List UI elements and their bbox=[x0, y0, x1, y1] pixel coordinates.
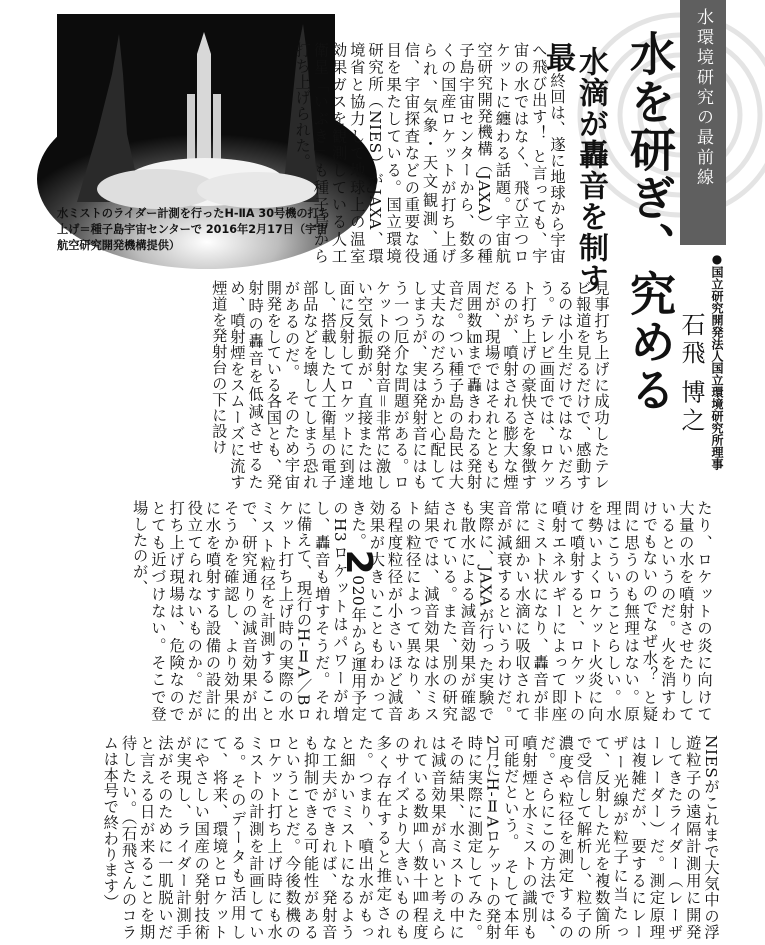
section-number: 2 bbox=[338, 549, 380, 576]
article-column-3 bbox=[28, 500, 713, 722]
paragraph-text: 020年から運用予定のH3ロケットはパワーが増し、轟音も増すそうだ。それに備えて、現行のH-ⅡA／Bロケット打ち上げ時の実際の水ミスト粒径を計測することで、研究通りの減音効果が出そうかを確認し、より効果的に水を噴射する設備の設計に役立てられないものか。だが打ち上げ現場は、危険なのでとても近づけない。そこで登場したのが、 bbox=[130, 500, 368, 723]
author-affiliation: ●国立研究開発法人国立環境研究所理事 bbox=[710, 252, 724, 470]
paragraph-text: NIESがこれまで大気中の浮遊粒子の遠隔計測用に開発してきたライダー（レーザーレーダー）だ。測定原理は複雑だが、要するにレーザー光線が粒子に当たって、反射した光を複数箇所で受信して解析し、粒子の濃度や粒径を測定するのだ。さらにこの方法では、噴射煙と水ミストの識別も可能だという。 そして本年2月にH-ⅡAロケットの発射時に実際に測定してみた。その結果、水ミストの中には減音効果が高いと考えられている数㎛～数十㎛程度のサイズより大きいものも多く存在すると推定された。つまり、噴出水がもっと細かいミストになるような工夫ができれば、発射音も抑制できる可能性があるということだ。今後数機のロケット打ち上げ時にも水ミストの計測を計画している。そのデータも活用して、将来、環境とロケットにやさしい国産の発射技術が実現し、ライダー計測手法がそのために一肌脱いだと言える日が来ることを期待したい。（石飛さんのコラムは本号で終わります） bbox=[101, 735, 720, 940]
article-column-4 bbox=[48, 735, 720, 940]
paragraph-text: 終回は、遂に地球から宇宙へ飛び出す！ と言っても、宇宙の水ではなく、飛び立つロケットに纏わる話題。宇宙航空研究開発機構（JAXA）の種子島宇宙センターから、数多くの国産ロケットが打ち上げられ、気象・天文観測、通信、宇宙探査などの重要な役目を果たしている。国立環境研究所（NIES）がJAXA、環境省と協力して地球上の温室効果ガスを観測している人工衛星「いぶき」も種子島から打ち上げられた。 bbox=[293, 42, 566, 264]
author-name: 石飛 博之 bbox=[677, 312, 705, 436]
paragraph-text: 見事打ち上げに成功したテレビ報道を見るだけで、感動するのは小生だけではないだろう。テレビ画面では、ロケット打ち上げの豪快さを象徴するのが、噴射される膨大な煙だが、現場ではそれとともに周囲数㎞まで轟きわたる発射音だ。つい種子島の島民は大丈夫なのだろうかと心配してしまうが、実は発射音にはもう一つ厄介な問題がある。ロケットの発射音＝非常に激しい空気振動が、直接または地面に反射してロケットに到達し、搭載した人工衛星の電子部品などを壊してしまう恐れがあるのだ。 そのため宇宙開発をしている各国とも、発射時の轟音を低減させるため、噴射煙をスムーズに流す煙道を発射台の下に設け bbox=[209, 280, 610, 490]
paragraph-text: たり、ロケットの炎に向けて大量の水を噴射させたりしているというのだ。火を消すわけでもないのでなぜ水？ と疑問に思うのも無理はない。原理はこういうことらしい。水を勢いよくロケット火炎に向けて噴射すると、ロケットの噴射エネルギーによって即座にミスト状になり、轟音が非常に細かい水滴に吸収されて音が減衰するというわけだ。実際に、JAXAが行った実験でも散水による減音効果が確認されている。また、別の研究結果では、減音効果は水ミストの粒径によって異なり、ある程度粒径が小さいほど減音効果が大きいこともわかってきた。 bbox=[349, 500, 713, 722]
lead-drop-cap: 最 bbox=[540, 42, 575, 73]
article-column-1 bbox=[293, 42, 575, 264]
article-title: 水を研ぎ、究める bbox=[623, 30, 677, 414]
series-label: 水環境研究の最前線 bbox=[693, 8, 713, 188]
article-column-2 bbox=[28, 280, 610, 490]
series-band bbox=[680, 0, 726, 245]
photo-caption: 水ミストのライダー計測を行ったH-ⅡA 30号機の打ち上げ＝種子島宇宙センターで 2016年2月17日（宇宙航空研究開発機構提供） bbox=[57, 207, 330, 252]
article-subtitle: 水滴が轟音を制す bbox=[573, 46, 608, 294]
